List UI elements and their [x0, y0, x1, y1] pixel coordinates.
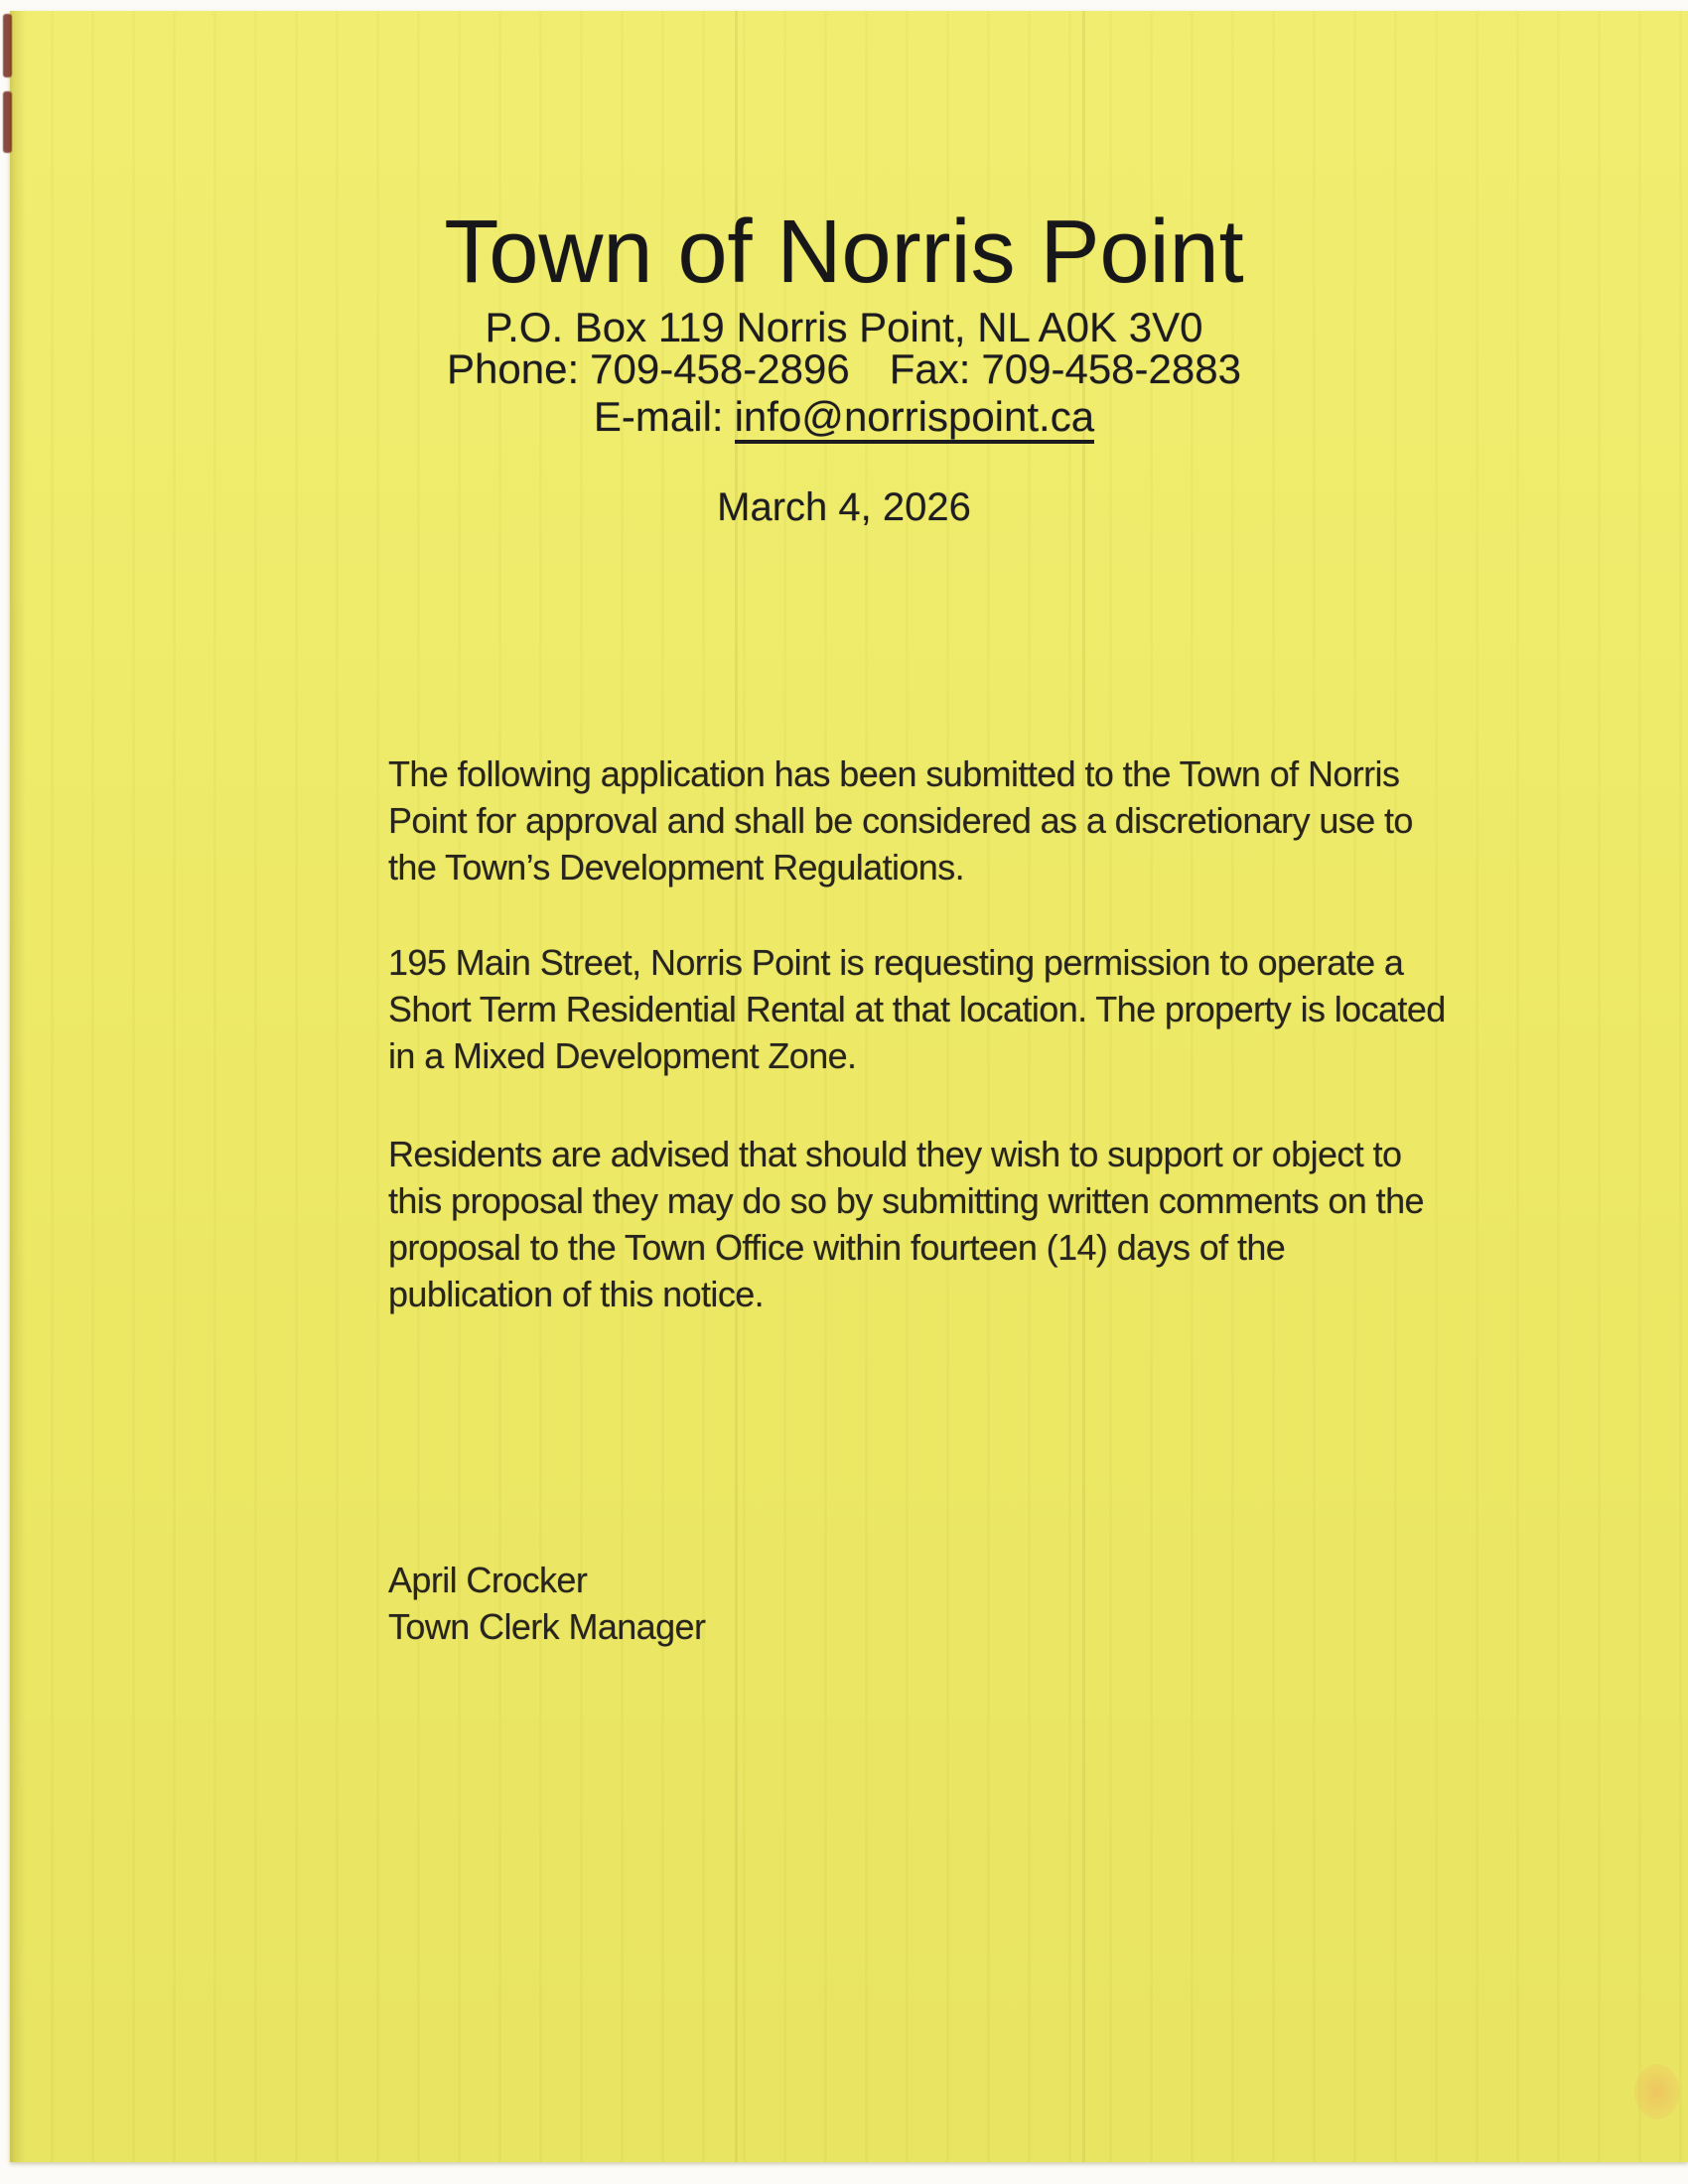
paragraph-line: The following application has been submitted to the Town of Norris	[388, 753, 1400, 794]
signature-block	[388, 1557, 1580, 1650]
notice-paragraph-application	[388, 751, 1580, 890]
phone-label: Phone:	[447, 345, 580, 392]
fax-number: 709-458-2883	[981, 345, 1241, 392]
email-line	[0, 394, 1688, 444]
signature-title: Town Clerk Manager	[388, 1606, 706, 1647]
scan-artifact-mark	[3, 91, 12, 153]
paragraph-line: in a Mixed Development Zone.	[388, 1035, 857, 1076]
date-line: March 4, 2026	[717, 485, 971, 529]
address-line: P.O. Box 119 Norris Point, NL A0K 3V0	[485, 304, 1203, 350]
paragraph-line: this proposal they may do so by submitting written comments on the	[388, 1180, 1424, 1221]
notice-paragraph-property	[388, 939, 1580, 1079]
notice-paragraph-residents	[388, 1131, 1580, 1317]
signature-name: April Crocker	[388, 1560, 588, 1600]
phone-fax-line	[0, 346, 1688, 392]
phone-number: 709-458-2896	[590, 345, 850, 392]
paragraph-line: publication of this notice.	[388, 1274, 765, 1314]
scan-artifact-smudge	[1634, 2064, 1680, 2119]
paragraph-line: proposal to the Town Office within fourteen (14) days of the	[388, 1227, 1286, 1268]
scan-artifact-mark	[3, 14, 12, 77]
fax-label: Fax:	[889, 345, 971, 392]
paragraph-line: 195 Main Street, Norris Point is requesting permission to operate a	[388, 942, 1404, 983]
paragraph-line: Point for approval and shall be considered as a discretionary use to	[388, 800, 1413, 841]
paragraph-line: the Town’s Development Regulations.	[388, 847, 965, 887]
paragraph-line: Short Term Residential Rental at that location. The property is located	[388, 989, 1446, 1029]
email-label: E-mail:	[593, 393, 724, 440]
email-address: info@norrispoint.ca	[735, 396, 1094, 444]
paragraph-line: Residents are advised that should they wish to support or object to	[388, 1134, 1402, 1174]
page-title: Town of Norris Point	[444, 203, 1244, 302]
